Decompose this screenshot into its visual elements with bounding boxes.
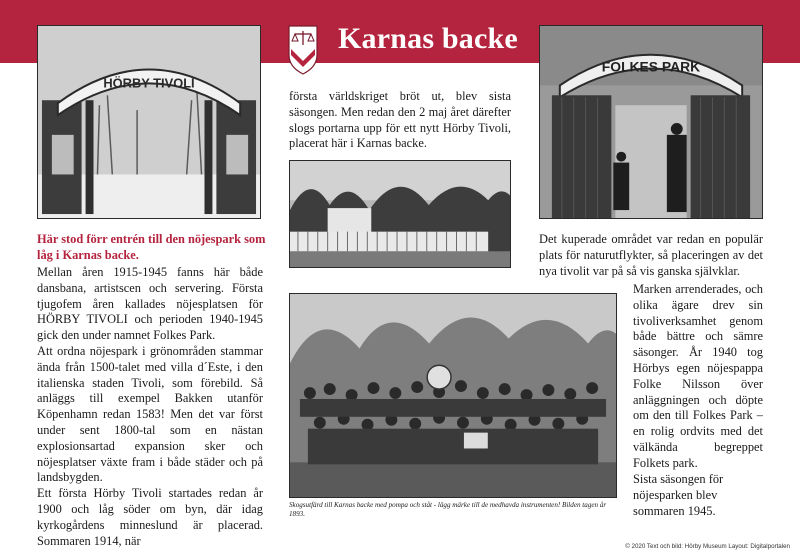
- paragraph: Att ordna nöjespark i grönområden stammar ända från 1500-talet med villa d´Este, i den italienska staden Tivoli, som förebild. Så anläggs till exempel Bakken utanför Köpenhamn redan 1583! Men det var först under sent 1800-tal som en nästan explosionsartad expansion sker och nöjesplatser växte fram i både städer och på landsbygden.: [37, 343, 263, 485]
- photo-caption: Skogsutfärd till Karnas backe med pompa och ståt - lägg märke till de medhavda instrumenten! Bilden tagen år 1893.: [289, 501, 607, 518]
- photo-horby-tivoli-gate: [37, 25, 261, 219]
- coat-of-arms-icon: [288, 25, 318, 75]
- photo-group-outing-1893: [289, 293, 617, 498]
- middle-column-text: första världskriget bröt ut, blev sista säsongen. Men redan den 2 maj året därefter slogs portarna upp för ett nytt Hörby Tivoli, placerat här i Karnas backe.: [289, 89, 511, 151]
- lead-text: Här stod förr entrén till den nöjespark som låg i Karnas backe.: [37, 232, 266, 262]
- photo-dance-pavilion: [289, 160, 511, 268]
- right-column-closing: Sista säsongen för nöjesparken blev sommaren 1945.: [633, 472, 724, 518]
- paragraph: Mellan åren 1915-1945 fanns här både dansbana, artistscen och servering. Första tjugofem åren kallades nöjesplatsen för HÖRBY TIVOLI och perioden 1940-1945 gick den under namnet Folkes Park.: [37, 265, 263, 343]
- photo-folkes-park-gate: [539, 25, 763, 219]
- gate-sign-text: FOLKES PARK: [601, 58, 701, 75]
- paragraph: Ett första Hörby Tivoli startades redan år 1900 och låg söder om byn, där idag kyrkogårdens minneslund är placerad. Sommaren 1914, när: [37, 486, 263, 548]
- right-column-narrow: Marken arrenderades, och olika ägare drev sin tivoliverksamhet genom både bättre och sämre säsonger. År 1940 tog Hörbys egen nöjespappa Folke Nilsson över anläggningen och döpte om den till Folkes Park – en rolig ordvits med det välkända begreppet Folkets park.: [633, 282, 763, 470]
- right-column-intro: Det kuperade området var redan en populär plats för naturutflykter, så placeringen av det nya tivolit var på så vis ganska självklar.: [539, 232, 763, 278]
- page-title: Karnas backe: [338, 22, 518, 55]
- left-column-body: [37, 265, 263, 549]
- gate-sign-text: HÖRBY TIVOLI: [103, 75, 195, 91]
- footer-credit: © 2020 Text och bild: Hörby Museum Layout: Digitalportalen: [625, 543, 790, 550]
